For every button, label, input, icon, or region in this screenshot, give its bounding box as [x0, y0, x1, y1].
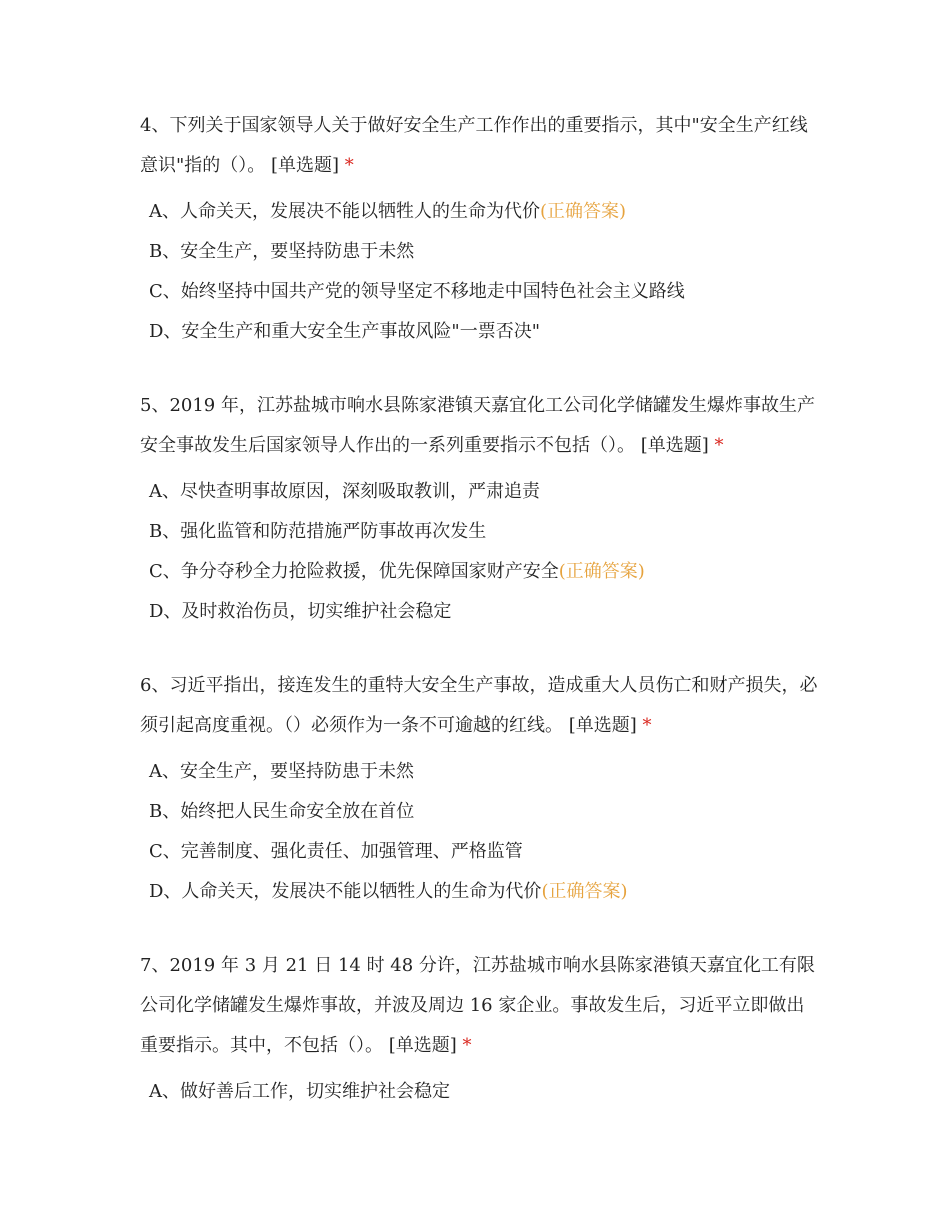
question-text: 6、习近平指出，接连发生的重特大安全生产事故，造成重大人员伤亡和财产损失，必须引起高度重视。（）必须作为一条不可逾越的红线。 — [140, 675, 818, 736]
correct-answer-label: (正确答案) — [540, 201, 627, 222]
options-list — [140, 1072, 820, 1112]
question-type-label: [单选题] — [568, 715, 637, 736]
option-text: A、尽快查明事故原因，深刻吸取教训，严肃追责 — [149, 481, 540, 502]
correct-answer-label: (正确答案) — [558, 561, 645, 582]
option-text: A、人命关天，发展决不能以牺牲人的生命为代价 — [149, 201, 540, 222]
question-stem — [140, 666, 820, 746]
option-a[interactable] — [149, 472, 820, 512]
option-text: A、做好善后工作，切实维护社会稳定 — [149, 1081, 450, 1102]
question-stem — [140, 946, 820, 1066]
question-stem — [140, 386, 820, 466]
options-list — [140, 752, 820, 912]
required-mark: * — [642, 715, 652, 736]
option-b[interactable] — [149, 232, 820, 272]
required-mark: * — [714, 435, 724, 456]
option-text: A、安全生产，要坚持防患于未然 — [149, 761, 414, 782]
option-text: D、安全生产和重大安全生产事故风险"一票否决" — [149, 321, 540, 342]
required-mark: * — [344, 155, 354, 176]
option-text: B、安全生产，要坚持防患于未然 — [149, 241, 415, 262]
question-text: 4、下列关于国家领导人关于做好安全生产工作作出的重要指示，其中"安全生产红线意识"指的（）。 — [140, 115, 808, 176]
option-text: C、完善制度、强化责任、加强管理、严格监管 — [149, 841, 523, 862]
option-a[interactable] — [149, 752, 820, 792]
question-5 — [140, 386, 820, 632]
correct-answer-label: (正确答案) — [541, 881, 628, 902]
options-list — [140, 192, 820, 352]
option-a[interactable] — [149, 192, 820, 232]
option-b[interactable] — [149, 512, 820, 552]
option-b[interactable] — [149, 792, 820, 832]
question-4 — [140, 106, 820, 352]
option-text: C、争分夺秒全力抢险救援，优先保障国家财产安全 — [149, 561, 559, 582]
option-a[interactable] — [149, 1072, 820, 1112]
option-c[interactable] — [149, 272, 820, 312]
option-text: D、及时救治伤员，切实维护社会稳定 — [149, 601, 452, 622]
option-text: B、强化监管和防范措施严防事故再次发生 — [149, 521, 487, 542]
options-list — [140, 472, 820, 632]
required-mark: * — [462, 1035, 472, 1056]
option-c[interactable] — [149, 832, 820, 872]
option-d[interactable] — [149, 592, 820, 632]
question-type-label: [单选题] — [271, 155, 340, 176]
question-type-label: [单选题] — [388, 1035, 457, 1056]
question-7 — [140, 946, 820, 1112]
option-c[interactable] — [149, 552, 820, 592]
question-text: 7、2019 年 3 月 21 日 14 时 48 分许，江苏盐城市响水县陈家港镇天嘉宜化工有限公司化学储罐发生爆炸事故，并波及周边 16 家企业。事故发生后，习近平立即做出重要指示。其中，不包括（）。 — [140, 955, 815, 1056]
option-d[interactable] — [149, 872, 820, 912]
option-text: B、始终把人民生命安全放在首位 — [149, 801, 415, 822]
question-type-label: [单选题] — [640, 435, 709, 456]
option-text: D、人命关天，发展决不能以牺牲人的生命为代价 — [149, 881, 542, 902]
option-d[interactable] — [149, 312, 820, 352]
option-text: C、始终坚持中国共产党的领导坚定不移地走中国特色社会主义路线 — [149, 281, 685, 302]
question-text: 5、2019 年，江苏盐城市响水县陈家港镇天嘉宜化工公司化学储罐发生爆炸事故生产安全事故发生后国家领导人作出的一系列重要指示不包括（）。 — [140, 395, 815, 456]
question-stem — [140, 106, 820, 186]
question-6 — [140, 666, 820, 912]
